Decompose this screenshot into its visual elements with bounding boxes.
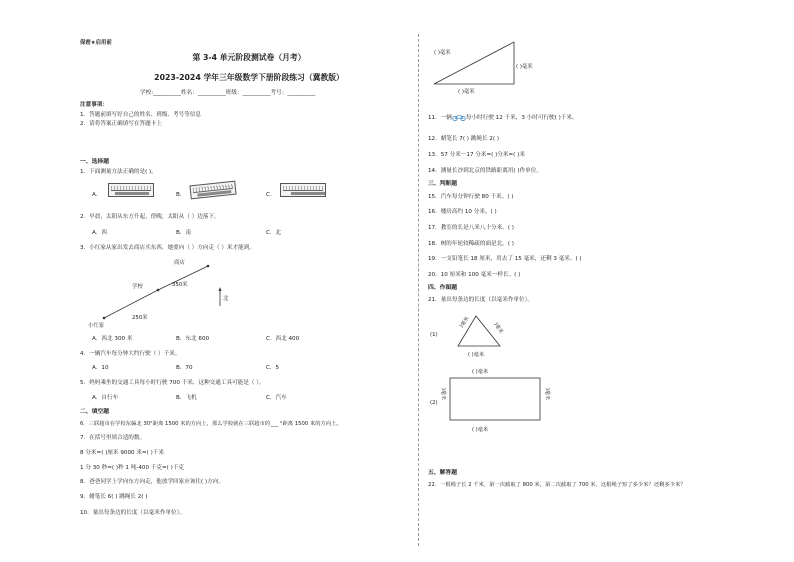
triangle-figure-1: [428, 306, 548, 358]
question-14: 14．测量长沙到北京的铁路距离用( )作单位。: [428, 168, 542, 174]
q2-option-c: C．北: [266, 230, 282, 236]
rect-bottom-label: ( )毫米: [472, 427, 489, 433]
q5-option-c: C．汽车: [266, 395, 287, 401]
question-8: 8．爸爸同学上学向东方向走，他放学回家应该往( )方向。: [80, 479, 224, 485]
q2-option-a: A．西: [92, 230, 108, 236]
question-21: 21．量出每条边的长度（以毫米作单位）。: [428, 297, 534, 303]
q5-option-a: A．自行车: [92, 395, 119, 401]
figure-1-label: (1): [430, 332, 438, 338]
q4-option-a: A．10: [92, 365, 109, 371]
triangle-figure-top: [428, 34, 548, 96]
figure-2-label: (2): [430, 400, 438, 406]
ruler-image-a: [108, 183, 154, 197]
triangle1-left-label: )毫米: [458, 315, 471, 330]
q11-suffix: 每小时行驶 12 千米，3 小时可行驶( )千米。: [465, 115, 578, 121]
secret-label: 保密★启用前: [80, 40, 112, 46]
exam-title: 第 3-4 单元阶段测试卷（月考）: [192, 53, 306, 62]
question-7-row-2: 1 分 30 秒=( )秒 1 吨-400 千克=( )千克: [80, 465, 185, 471]
map-home-label: 小红家: [88, 323, 105, 328]
map-school-label: 学校: [132, 284, 143, 290]
question-12: 12．蜡笔长 7( ) 跳绳长 2( ): [428, 136, 500, 142]
q11-prefix: 11．一辆: [428, 115, 452, 121]
question-20: 20．10 厘米和 100 毫米一样长。( ): [428, 272, 521, 278]
q1-option-c: C．: [266, 192, 276, 198]
ruler-image-b: [189, 181, 236, 200]
section-judge: 三、判断题: [428, 181, 457, 187]
map-store-label: 商店: [174, 260, 185, 266]
triangle-top-label: ( )毫米: [434, 50, 451, 56]
question-16: 16．楼房高约 10 分米。( ): [428, 209, 497, 215]
question-22: 22．一根绳子长 2 千米，第一次截取了 800 米，第二次截取了 700 米，这根绳子短了多少米？还剩多少米？: [428, 482, 686, 488]
q1-option-b: B．: [176, 192, 186, 198]
triangle-bottom-label: ( )毫米: [458, 89, 475, 95]
column-divider: [418, 34, 419, 546]
note-1: 1．答题前填写好自己的姓名、班级、考号等信息: [80, 112, 202, 118]
note-2: 2．请将答案正确填写在答题卡上: [80, 121, 162, 127]
question-5: 5．妈妈乘坐的交通工具每小时行驶 700 千米，这种交通工具可能是（ ）。: [80, 380, 265, 386]
student-info-line: 学校:__________姓名：__________班级：__________考号：__________: [140, 90, 316, 96]
q1-option-a: A．: [92, 192, 102, 198]
triangle-right-label: ( )毫米: [516, 64, 533, 70]
q4-option-b: B．70: [176, 365, 193, 371]
question-19: 19．一支铅笔长 18 厘米，用去了 15 毫米，还剩 3 毫米。( ): [428, 256, 582, 262]
q3-option-b: B．东北 600: [176, 336, 210, 342]
map-distance-250: 250米: [132, 315, 148, 321]
question-11: [428, 114, 578, 121]
question-13: 13．57 分米－17 分米=( )分米=( )米: [428, 152, 525, 158]
rect-top-label: ( )毫米: [472, 369, 489, 375]
question-6: 6．三联超市在学校东偏北 30°距离 1500 米的方向上，那么学校就在三联超市的___ °距离 1500 米的方向上。: [80, 421, 342, 427]
triangle1-right-label: )毫米: [492, 321, 505, 335]
q4-option-c: C．5: [266, 365, 280, 371]
question-15: 15．汽车每分钟行驶 80 千米。( ): [428, 194, 514, 200]
rectangle-figure-2: [428, 364, 558, 436]
section-draw: 四、作图题: [428, 285, 457, 291]
triangle1-bottom-label: ( )毫米: [468, 352, 485, 358]
q5-option-b: B．飞机: [176, 395, 197, 401]
map-distance-350: 350米: [172, 282, 188, 288]
notes-heading: 注意事项：: [80, 102, 108, 108]
question-9: 9．蜡笔长 6( ) 跳绳长 2( ): [80, 494, 148, 500]
question-1: 1．下面测量方法正确的是( )。: [80, 169, 157, 175]
q3-option-a: A．西北 300 米: [92, 336, 133, 342]
section-fill: 二、填空题: [80, 409, 109, 415]
route-map: [80, 258, 240, 328]
q3-option-c: C．西北 400: [266, 336, 300, 342]
question-17: 17．教室的长是八米八十分米。( ): [428, 225, 514, 231]
rect-left-label: )毫米: [440, 388, 446, 400]
ruler-image-c: [280, 183, 326, 197]
map-north-label: 北: [223, 296, 229, 302]
bicycle-icon: [452, 114, 466, 121]
question-4: 4．一辆汽车每分钟大约行驶（ ）千米。: [80, 351, 181, 357]
section-choice: 一、选择题: [80, 159, 109, 165]
question-7: 7．在括号里填合适的数。: [80, 435, 146, 441]
question-10: 10．量出每条边的长度（以毫米作单位）。: [80, 510, 186, 516]
rect-right-label: )毫米: [544, 388, 550, 400]
question-2: 2．早晨，太阳从东方升起，傍晚，太阳从（ ）边落下。: [80, 214, 220, 220]
question-3: 3．小红家从家出发去商店买东西，她要向（ ）方向走（ ）米才能到。: [80, 245, 255, 251]
section-solve: 五、解答题: [428, 470, 457, 476]
exam-subtitle: 2023-2024 学年三年级数学下册阶段练习（冀教版）: [154, 73, 344, 82]
q2-option-b: B．南: [176, 230, 192, 236]
question-7-row-1: 8 分米=( )厘米 9000 米=( )千米: [80, 450, 164, 456]
question-18: 18．树的年轮较稀疏的面是北。( ): [428, 241, 514, 247]
